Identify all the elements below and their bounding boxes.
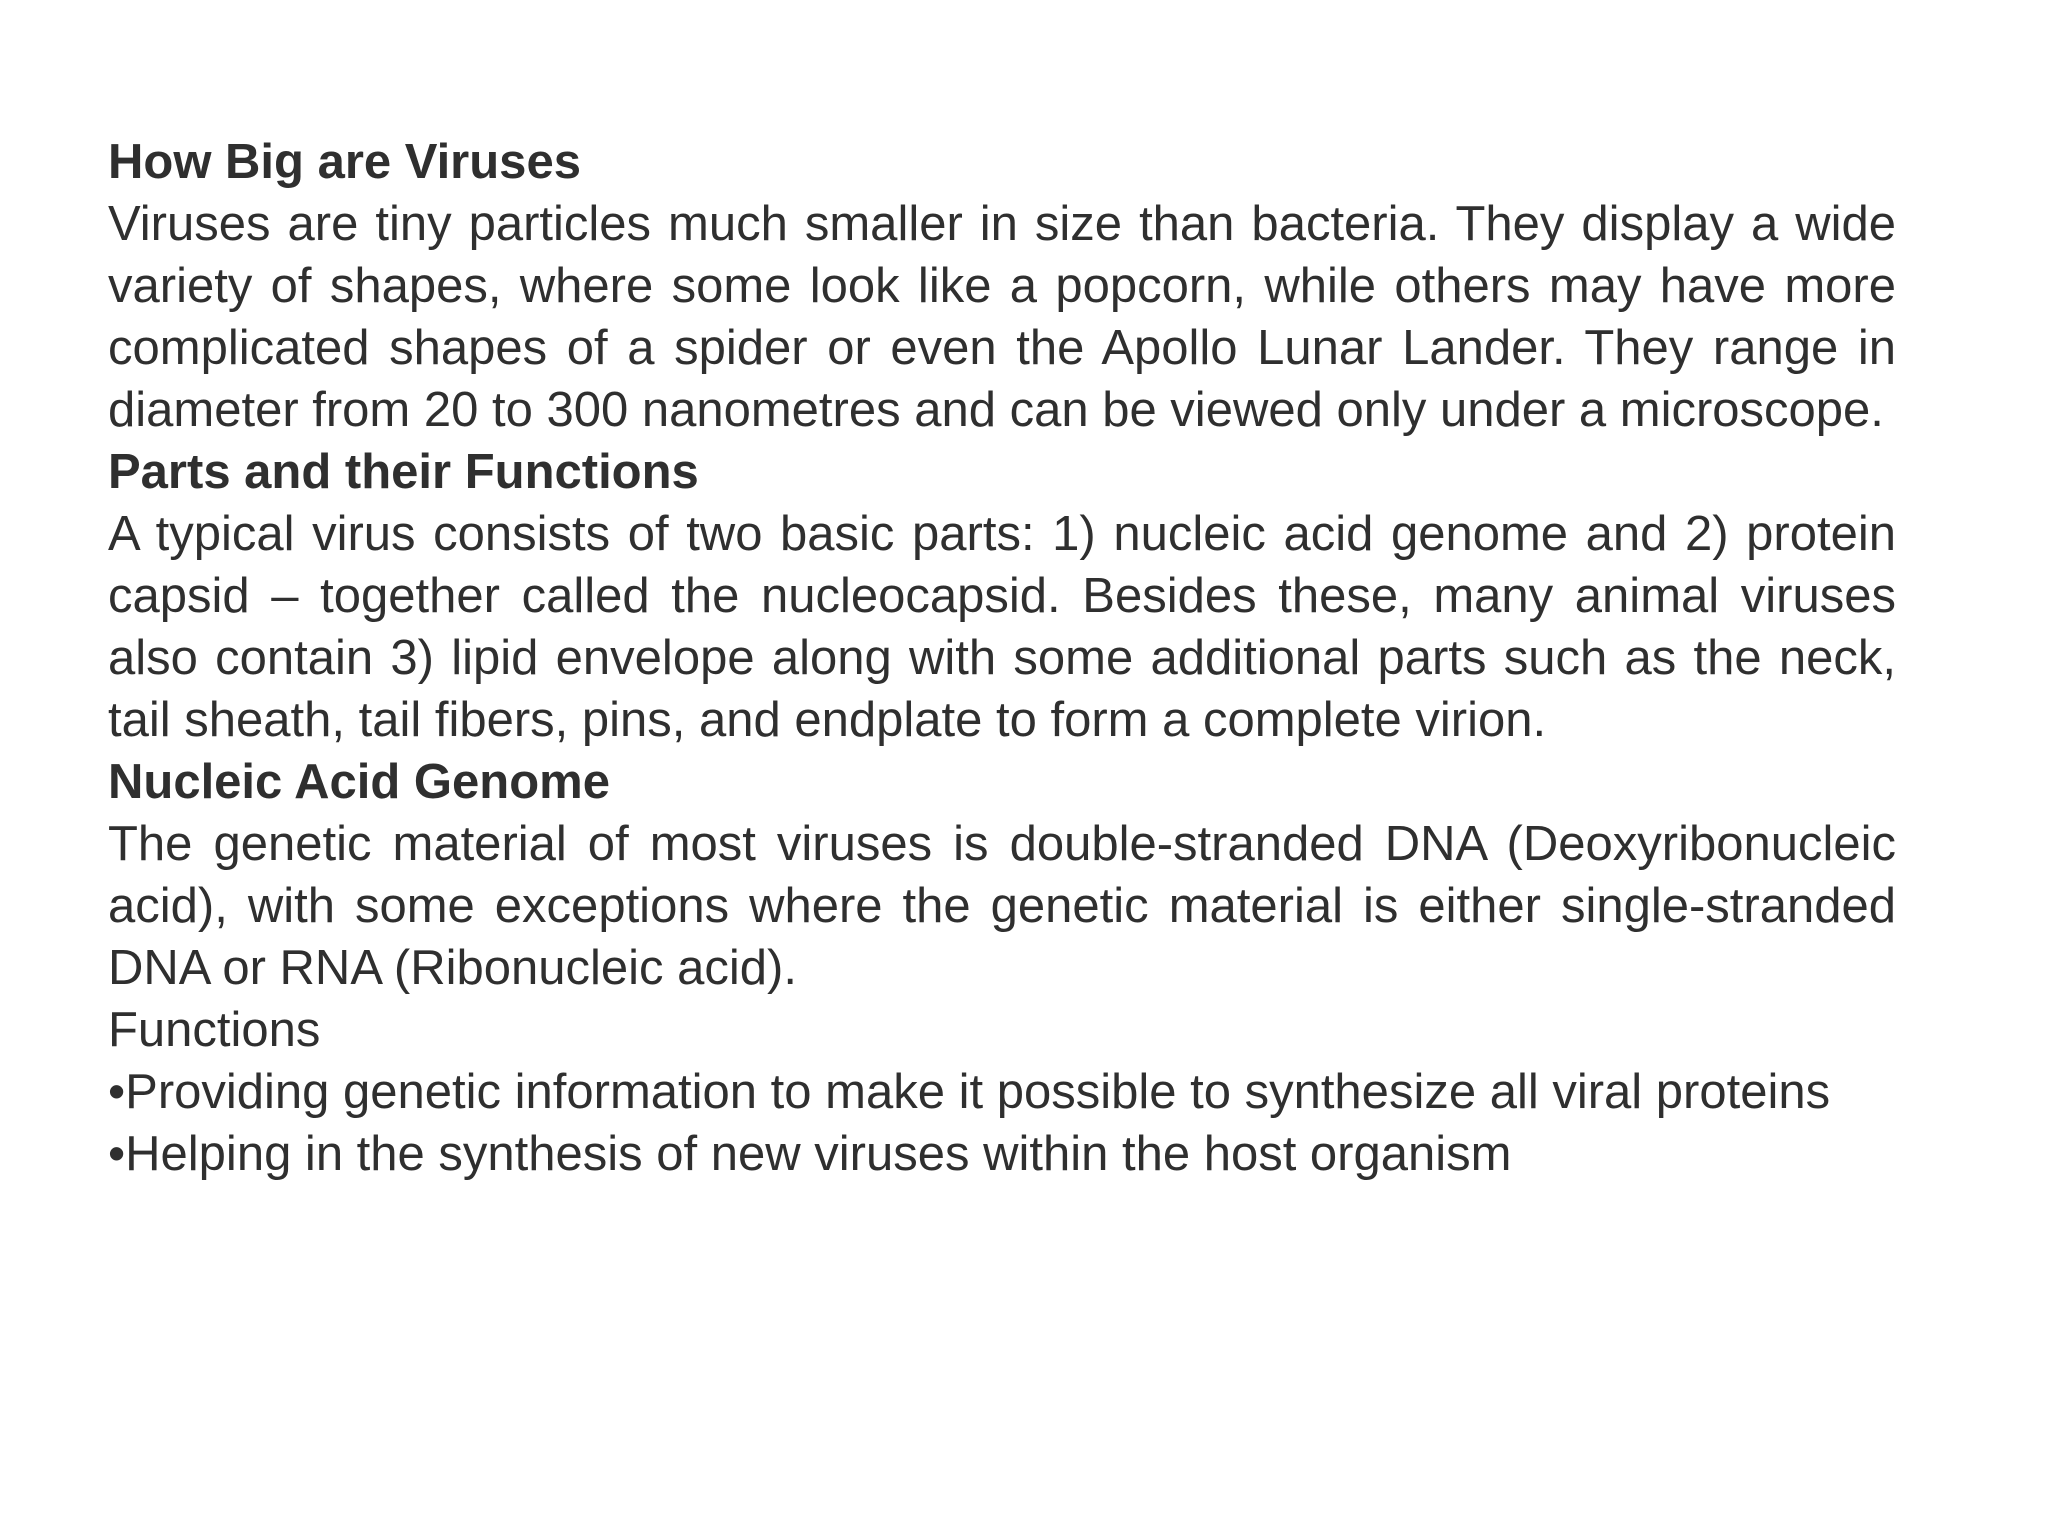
functions-label: Functions [108, 1003, 321, 1057]
section-heading-parts: Parts and their Functions [108, 445, 699, 499]
document-page [108, 131, 1896, 1185]
paragraph-nucleic-acid: The genetic material of most viruses is double-stranded DNA (Deoxyribonucleic acid), with some exceptions where the genetic material is either single-stranded DNA or RNA (Ribonucleic acid). [108, 817, 1896, 995]
section-heading-nucleic-acid: Nucleic Acid Genome [108, 755, 610, 809]
bullet-item: •Providing genetic information to make it possible to synthesize all viral proteins [108, 1065, 1831, 1119]
section-heading-how-big: How Big are Viruses [108, 135, 581, 189]
bullet-item: •Helping in the synthesis of new viruses within the host organism [108, 1127, 1512, 1181]
paragraph-how-big: Viruses are tiny particles much smaller in size than bacteria. They display a wide variety of shapes, where some look like a popcorn, while others may have more complicated shapes of a spider or even the Apollo Lunar Lander. They range in diameter from 20 to 300 nanometres and can be viewed only under a microscope. [108, 197, 1896, 437]
paragraph-parts: A typical virus consists of two basic parts: 1) nucleic acid genome and 2) protein capsid – together called the nucleocapsid. Besides these, many animal viruses also contain 3) lipid envelope along with some additional parts such as the neck, tail sheath, tail fibers, pins, and endplate to form a complete virion. [108, 507, 1896, 747]
